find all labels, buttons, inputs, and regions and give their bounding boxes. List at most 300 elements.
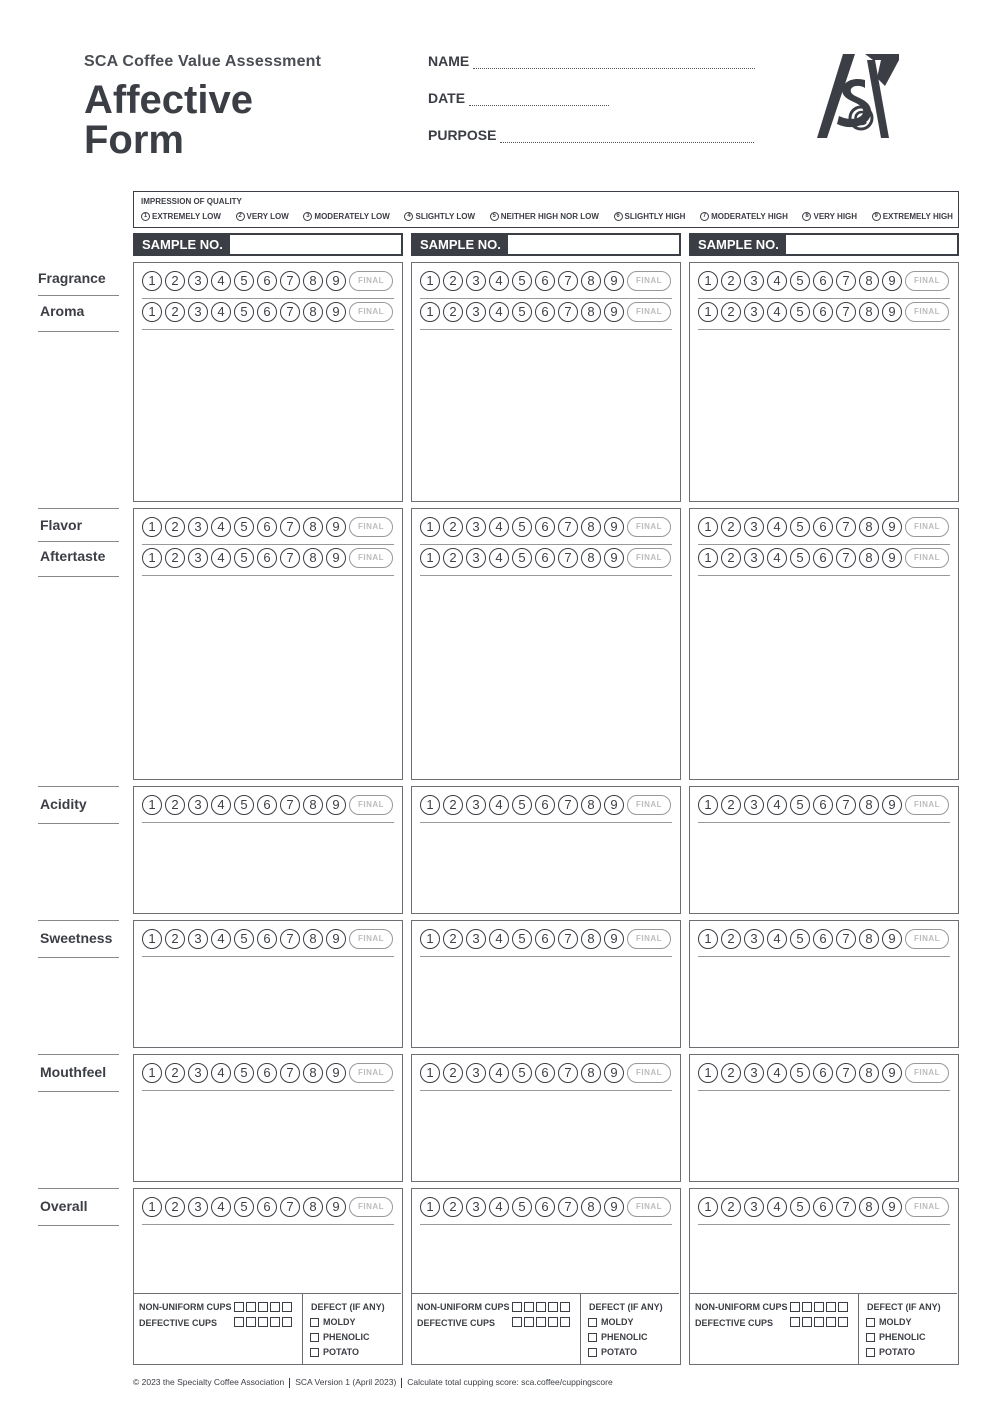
score-option-1[interactable]: 1 bbox=[142, 1063, 162, 1083]
final-score-pill[interactable]: FINAL bbox=[349, 795, 393, 815]
score-option-4[interactable]: 4 bbox=[489, 517, 509, 537]
defect-option-phenolic[interactable] bbox=[310, 1332, 370, 1342]
score-option-4[interactable]: 4 bbox=[489, 795, 509, 815]
score-option-2[interactable]: 2 bbox=[165, 795, 185, 815]
date-value[interactable] bbox=[469, 94, 609, 106]
score-option-6[interactable]: 6 bbox=[257, 795, 277, 815]
score-option-6[interactable]: 6 bbox=[535, 548, 555, 568]
score-option-3[interactable]: 3 bbox=[466, 1197, 486, 1217]
score-option-5[interactable]: 5 bbox=[790, 795, 810, 815]
score-option-4[interactable]: 4 bbox=[489, 548, 509, 568]
score-option-1[interactable]: 1 bbox=[142, 929, 162, 949]
name-field[interactable] bbox=[428, 53, 755, 69]
score-option-5[interactable]: 5 bbox=[512, 1063, 532, 1083]
score-option-8[interactable]: 8 bbox=[303, 1063, 323, 1083]
score-option-2[interactable]: 2 bbox=[721, 548, 741, 568]
notes-area[interactable] bbox=[142, 827, 394, 905]
defect-option-potato[interactable] bbox=[866, 1347, 915, 1357]
score-option-6[interactable]: 6 bbox=[813, 1063, 833, 1083]
notes-area[interactable] bbox=[698, 1229, 950, 1284]
score-option-2[interactable]: 2 bbox=[165, 517, 185, 537]
final-score-pill[interactable]: FINAL bbox=[627, 1197, 671, 1217]
score-option-5[interactable]: 5 bbox=[234, 795, 254, 815]
final-score-pill[interactable]: FINAL bbox=[905, 548, 949, 568]
final-score-pill[interactable]: FINAL bbox=[349, 302, 393, 322]
score-option-9[interactable]: 9 bbox=[326, 929, 346, 949]
final-score-pill[interactable]: FINAL bbox=[349, 1063, 393, 1083]
defect-option-potato[interactable] bbox=[310, 1347, 359, 1357]
score-option-1[interactable]: 1 bbox=[420, 1063, 440, 1083]
score-option-9[interactable]: 9 bbox=[882, 271, 902, 291]
score-option-5[interactable]: 5 bbox=[790, 929, 810, 949]
cup-checkbox[interactable] bbox=[826, 1317, 836, 1327]
score-option-4[interactable]: 4 bbox=[211, 548, 231, 568]
score-option-4[interactable]: 4 bbox=[767, 517, 787, 537]
score-option-3[interactable]: 3 bbox=[744, 929, 764, 949]
cup-checkbox[interactable] bbox=[524, 1317, 534, 1327]
score-option-7[interactable]: 7 bbox=[836, 929, 856, 949]
notes-area[interactable] bbox=[420, 334, 672, 493]
score-option-5[interactable]: 5 bbox=[234, 302, 254, 322]
score-option-1[interactable]: 1 bbox=[698, 1197, 718, 1217]
notes-area[interactable] bbox=[420, 827, 672, 905]
score-option-9[interactable]: 9 bbox=[326, 548, 346, 568]
score-option-8[interactable]: 8 bbox=[859, 548, 879, 568]
score-option-1[interactable]: 1 bbox=[420, 929, 440, 949]
notes-area[interactable] bbox=[420, 1095, 672, 1173]
score-option-6[interactable]: 6 bbox=[257, 1063, 277, 1083]
score-option-7[interactable]: 7 bbox=[836, 271, 856, 291]
score-option-6[interactable]: 6 bbox=[535, 517, 555, 537]
score-option-6[interactable]: 6 bbox=[257, 929, 277, 949]
notes-area[interactable] bbox=[698, 827, 950, 905]
score-option-8[interactable]: 8 bbox=[859, 1063, 879, 1083]
cup-checkbox[interactable] bbox=[826, 1302, 836, 1312]
score-option-5[interactable]: 5 bbox=[234, 271, 254, 291]
score-option-7[interactable]: 7 bbox=[836, 1063, 856, 1083]
score-option-2[interactable]: 2 bbox=[165, 548, 185, 568]
score-option-3[interactable]: 3 bbox=[188, 548, 208, 568]
score-option-7[interactable]: 7 bbox=[558, 795, 578, 815]
score-option-6[interactable]: 6 bbox=[257, 517, 277, 537]
defect-checkbox[interactable] bbox=[588, 1333, 597, 1342]
score-option-8[interactable]: 8 bbox=[859, 929, 879, 949]
score-option-8[interactable]: 8 bbox=[303, 271, 323, 291]
cup-checkbox[interactable] bbox=[524, 1302, 534, 1312]
score-option-3[interactable]: 3 bbox=[466, 271, 486, 291]
cup-checkbox[interactable] bbox=[560, 1302, 570, 1312]
score-option-7[interactable]: 7 bbox=[558, 548, 578, 568]
final-score-pill[interactable]: FINAL bbox=[905, 1063, 949, 1083]
score-option-9[interactable]: 9 bbox=[326, 1063, 346, 1083]
score-option-1[interactable]: 1 bbox=[698, 1063, 718, 1083]
score-option-1[interactable]: 1 bbox=[420, 302, 440, 322]
score-option-3[interactable]: 3 bbox=[466, 302, 486, 322]
score-option-7[interactable]: 7 bbox=[836, 302, 856, 322]
purpose-field[interactable] bbox=[428, 127, 754, 143]
score-option-8[interactable]: 8 bbox=[859, 302, 879, 322]
cup-checkbox[interactable] bbox=[548, 1317, 558, 1327]
score-option-2[interactable]: 2 bbox=[443, 517, 463, 537]
score-option-2[interactable]: 2 bbox=[165, 929, 185, 949]
score-option-8[interactable]: 8 bbox=[581, 271, 601, 291]
cup-checkbox[interactable] bbox=[536, 1317, 546, 1327]
score-option-4[interactable]: 4 bbox=[211, 271, 231, 291]
score-option-8[interactable]: 8 bbox=[303, 795, 323, 815]
score-option-1[interactable]: 1 bbox=[698, 929, 718, 949]
score-option-3[interactable]: 3 bbox=[188, 517, 208, 537]
defect-option-potato[interactable] bbox=[588, 1347, 637, 1357]
score-option-8[interactable]: 8 bbox=[859, 271, 879, 291]
notes-area[interactable] bbox=[142, 1095, 394, 1173]
cup-checkbox[interactable] bbox=[814, 1317, 824, 1327]
defect-option-moldy[interactable] bbox=[310, 1317, 356, 1327]
score-option-3[interactable]: 3 bbox=[466, 1063, 486, 1083]
final-score-pill[interactable]: FINAL bbox=[905, 1197, 949, 1217]
score-option-7[interactable]: 7 bbox=[558, 517, 578, 537]
score-option-2[interactable]: 2 bbox=[721, 517, 741, 537]
score-option-5[interactable]: 5 bbox=[790, 548, 810, 568]
notes-area[interactable] bbox=[420, 961, 672, 1039]
score-option-3[interactable]: 3 bbox=[744, 1197, 764, 1217]
score-option-4[interactable]: 4 bbox=[489, 1197, 509, 1217]
notes-area[interactable] bbox=[142, 1229, 394, 1284]
score-option-2[interactable]: 2 bbox=[443, 795, 463, 815]
score-option-9[interactable]: 9 bbox=[604, 517, 624, 537]
score-option-8[interactable]: 8 bbox=[859, 1197, 879, 1217]
score-option-6[interactable]: 6 bbox=[813, 1197, 833, 1217]
sample-header-2[interactable] bbox=[411, 233, 681, 256]
score-option-2[interactable]: 2 bbox=[165, 302, 185, 322]
cup-checkbox[interactable] bbox=[282, 1317, 292, 1327]
score-option-7[interactable]: 7 bbox=[836, 795, 856, 815]
cup-checkbox[interactable] bbox=[512, 1317, 522, 1327]
score-option-4[interactable]: 4 bbox=[489, 929, 509, 949]
cup-checkbox[interactable] bbox=[234, 1302, 244, 1312]
score-option-3[interactable]: 3 bbox=[188, 271, 208, 291]
score-option-4[interactable]: 4 bbox=[211, 302, 231, 322]
score-option-9[interactable]: 9 bbox=[326, 795, 346, 815]
score-option-7[interactable]: 7 bbox=[836, 1197, 856, 1217]
defect-checkbox[interactable] bbox=[310, 1348, 319, 1357]
final-score-pill[interactable]: FINAL bbox=[905, 929, 949, 949]
score-option-3[interactable]: 3 bbox=[744, 548, 764, 568]
defect-checkbox[interactable] bbox=[588, 1318, 597, 1327]
score-option-1[interactable]: 1 bbox=[420, 271, 440, 291]
score-option-5[interactable]: 5 bbox=[512, 795, 532, 815]
score-option-5[interactable]: 5 bbox=[512, 302, 532, 322]
score-option-8[interactable]: 8 bbox=[303, 929, 323, 949]
score-option-6[interactable]: 6 bbox=[535, 795, 555, 815]
notes-area[interactable] bbox=[420, 580, 672, 771]
score-option-7[interactable]: 7 bbox=[558, 302, 578, 322]
score-option-6[interactable]: 6 bbox=[535, 271, 555, 291]
notes-area[interactable] bbox=[142, 580, 394, 771]
score-option-1[interactable]: 1 bbox=[420, 517, 440, 537]
score-option-5[interactable]: 5 bbox=[234, 1197, 254, 1217]
defect-option-moldy[interactable] bbox=[588, 1317, 634, 1327]
cup-checkbox[interactable] bbox=[270, 1302, 280, 1312]
cup-checkbox[interactable] bbox=[536, 1302, 546, 1312]
score-option-8[interactable]: 8 bbox=[859, 517, 879, 537]
cup-checkbox[interactable] bbox=[246, 1317, 256, 1327]
final-score-pill[interactable]: FINAL bbox=[349, 929, 393, 949]
score-option-8[interactable]: 8 bbox=[859, 795, 879, 815]
score-option-6[interactable]: 6 bbox=[257, 302, 277, 322]
score-option-4[interactable]: 4 bbox=[489, 302, 509, 322]
final-score-pill[interactable]: FINAL bbox=[349, 1197, 393, 1217]
final-score-pill[interactable]: FINAL bbox=[349, 271, 393, 291]
score-option-8[interactable]: 8 bbox=[303, 302, 323, 322]
score-option-1[interactable]: 1 bbox=[142, 548, 162, 568]
cup-checkbox[interactable] bbox=[814, 1302, 824, 1312]
score-option-8[interactable]: 8 bbox=[581, 1063, 601, 1083]
score-option-9[interactable]: 9 bbox=[882, 929, 902, 949]
final-score-pill[interactable]: FINAL bbox=[905, 517, 949, 537]
score-option-4[interactable]: 4 bbox=[489, 1063, 509, 1083]
score-option-7[interactable]: 7 bbox=[558, 929, 578, 949]
score-option-4[interactable]: 4 bbox=[489, 271, 509, 291]
score-option-2[interactable]: 2 bbox=[165, 1063, 185, 1083]
date-field[interactable] bbox=[428, 90, 609, 106]
final-score-pill[interactable]: FINAL bbox=[627, 548, 671, 568]
cup-checkbox[interactable] bbox=[838, 1317, 848, 1327]
name-value[interactable] bbox=[473, 57, 755, 69]
score-option-9[interactable]: 9 bbox=[604, 271, 624, 291]
cup-checkbox[interactable] bbox=[258, 1302, 268, 1312]
score-option-9[interactable]: 9 bbox=[326, 517, 346, 537]
score-option-7[interactable]: 7 bbox=[836, 517, 856, 537]
score-option-3[interactable]: 3 bbox=[466, 548, 486, 568]
score-option-9[interactable]: 9 bbox=[604, 929, 624, 949]
cup-checkbox[interactable] bbox=[270, 1317, 280, 1327]
cup-checkbox[interactable] bbox=[282, 1302, 292, 1312]
score-option-6[interactable]: 6 bbox=[257, 548, 277, 568]
notes-area[interactable] bbox=[420, 1229, 672, 1284]
final-score-pill[interactable]: FINAL bbox=[627, 271, 671, 291]
final-score-pill[interactable]: FINAL bbox=[905, 302, 949, 322]
sample-header-3[interactable] bbox=[689, 233, 959, 256]
score-option-9[interactable]: 9 bbox=[882, 1197, 902, 1217]
score-option-2[interactable]: 2 bbox=[165, 271, 185, 291]
score-option-2[interactable]: 2 bbox=[443, 1063, 463, 1083]
score-option-5[interactable]: 5 bbox=[234, 517, 254, 537]
final-score-pill[interactable]: FINAL bbox=[349, 517, 393, 537]
score-option-1[interactable]: 1 bbox=[698, 548, 718, 568]
score-option-3[interactable]: 3 bbox=[188, 302, 208, 322]
score-option-4[interactable]: 4 bbox=[767, 548, 787, 568]
score-option-5[interactable]: 5 bbox=[790, 1063, 810, 1083]
score-option-7[interactable]: 7 bbox=[280, 1063, 300, 1083]
score-option-3[interactable]: 3 bbox=[188, 1063, 208, 1083]
score-option-5[interactable]: 5 bbox=[790, 517, 810, 537]
cup-checkbox[interactable] bbox=[838, 1302, 848, 1312]
score-option-1[interactable]: 1 bbox=[142, 1197, 162, 1217]
score-option-2[interactable]: 2 bbox=[443, 271, 463, 291]
score-option-3[interactable]: 3 bbox=[466, 517, 486, 537]
score-option-1[interactable]: 1 bbox=[698, 795, 718, 815]
notes-area[interactable] bbox=[698, 580, 950, 771]
score-option-4[interactable]: 4 bbox=[211, 929, 231, 949]
score-option-2[interactable]: 2 bbox=[721, 929, 741, 949]
final-score-pill[interactable]: FINAL bbox=[349, 548, 393, 568]
score-option-6[interactable]: 6 bbox=[535, 302, 555, 322]
score-option-4[interactable]: 4 bbox=[767, 271, 787, 291]
score-option-8[interactable]: 8 bbox=[581, 302, 601, 322]
score-option-5[interactable]: 5 bbox=[234, 929, 254, 949]
score-option-9[interactable]: 9 bbox=[882, 795, 902, 815]
score-option-8[interactable]: 8 bbox=[581, 517, 601, 537]
score-option-3[interactable]: 3 bbox=[744, 271, 764, 291]
score-option-5[interactable]: 5 bbox=[234, 548, 254, 568]
score-option-7[interactable]: 7 bbox=[558, 1197, 578, 1217]
score-option-9[interactable]: 9 bbox=[882, 548, 902, 568]
cup-checkbox[interactable] bbox=[560, 1317, 570, 1327]
score-option-7[interactable]: 7 bbox=[280, 795, 300, 815]
score-option-2[interactable]: 2 bbox=[443, 929, 463, 949]
score-option-8[interactable]: 8 bbox=[581, 795, 601, 815]
final-score-pill[interactable]: FINAL bbox=[905, 795, 949, 815]
score-option-6[interactable]: 6 bbox=[257, 1197, 277, 1217]
notes-area[interactable] bbox=[698, 1095, 950, 1173]
score-option-7[interactable]: 7 bbox=[280, 517, 300, 537]
final-score-pill[interactable]: FINAL bbox=[627, 302, 671, 322]
score-option-6[interactable]: 6 bbox=[535, 929, 555, 949]
final-score-pill[interactable]: FINAL bbox=[627, 517, 671, 537]
score-option-9[interactable]: 9 bbox=[882, 1063, 902, 1083]
score-option-1[interactable]: 1 bbox=[142, 795, 162, 815]
score-option-2[interactable]: 2 bbox=[165, 1197, 185, 1217]
notes-area[interactable] bbox=[142, 961, 394, 1039]
score-option-7[interactable]: 7 bbox=[558, 1063, 578, 1083]
score-option-6[interactable]: 6 bbox=[813, 271, 833, 291]
score-option-4[interactable]: 4 bbox=[767, 1063, 787, 1083]
score-option-5[interactable]: 5 bbox=[512, 548, 532, 568]
score-option-7[interactable]: 7 bbox=[836, 548, 856, 568]
score-option-3[interactable]: 3 bbox=[466, 929, 486, 949]
score-option-5[interactable]: 5 bbox=[790, 1197, 810, 1217]
score-option-3[interactable]: 3 bbox=[188, 1197, 208, 1217]
score-option-5[interactable]: 5 bbox=[512, 271, 532, 291]
score-option-4[interactable]: 4 bbox=[767, 795, 787, 815]
score-option-4[interactable]: 4 bbox=[211, 795, 231, 815]
score-option-1[interactable]: 1 bbox=[142, 517, 162, 537]
score-option-7[interactable]: 7 bbox=[558, 271, 578, 291]
cup-checkbox[interactable] bbox=[790, 1317, 800, 1327]
score-option-6[interactable]: 6 bbox=[257, 271, 277, 291]
cup-checkbox[interactable] bbox=[512, 1302, 522, 1312]
score-option-3[interactable]: 3 bbox=[744, 517, 764, 537]
final-score-pill[interactable]: FINAL bbox=[627, 795, 671, 815]
score-option-7[interactable]: 7 bbox=[280, 302, 300, 322]
score-option-3[interactable]: 3 bbox=[744, 795, 764, 815]
score-option-2[interactable]: 2 bbox=[721, 302, 741, 322]
score-option-9[interactable]: 9 bbox=[604, 1197, 624, 1217]
score-option-4[interactable]: 4 bbox=[211, 1197, 231, 1217]
defect-checkbox[interactable] bbox=[866, 1318, 875, 1327]
score-option-2[interactable]: 2 bbox=[721, 1063, 741, 1083]
score-option-6[interactable]: 6 bbox=[813, 302, 833, 322]
score-option-4[interactable]: 4 bbox=[767, 929, 787, 949]
defect-option-phenolic[interactable] bbox=[866, 1332, 926, 1342]
score-option-8[interactable]: 8 bbox=[303, 1197, 323, 1217]
score-option-9[interactable]: 9 bbox=[882, 302, 902, 322]
score-option-8[interactable]: 8 bbox=[303, 517, 323, 537]
score-option-6[interactable]: 6 bbox=[535, 1197, 555, 1217]
cup-checkbox[interactable] bbox=[802, 1302, 812, 1312]
score-option-1[interactable]: 1 bbox=[420, 1197, 440, 1217]
defect-checkbox[interactable] bbox=[866, 1333, 875, 1342]
defect-option-moldy[interactable] bbox=[866, 1317, 912, 1327]
score-option-1[interactable]: 1 bbox=[420, 548, 440, 568]
purpose-value[interactable] bbox=[500, 131, 754, 143]
score-option-6[interactable]: 6 bbox=[813, 929, 833, 949]
score-option-1[interactable]: 1 bbox=[698, 517, 718, 537]
cup-checkbox[interactable] bbox=[790, 1302, 800, 1312]
score-option-7[interactable]: 7 bbox=[280, 271, 300, 291]
score-option-3[interactable]: 3 bbox=[188, 929, 208, 949]
score-option-2[interactable]: 2 bbox=[721, 1197, 741, 1217]
notes-area[interactable] bbox=[698, 961, 950, 1039]
defect-checkbox[interactable] bbox=[866, 1348, 875, 1357]
defect-checkbox[interactable] bbox=[310, 1318, 319, 1327]
final-score-pill[interactable]: FINAL bbox=[627, 1063, 671, 1083]
notes-area[interactable] bbox=[698, 334, 950, 493]
score-option-2[interactable]: 2 bbox=[443, 548, 463, 568]
score-option-6[interactable]: 6 bbox=[535, 1063, 555, 1083]
score-option-3[interactable]: 3 bbox=[466, 795, 486, 815]
score-option-4[interactable]: 4 bbox=[767, 302, 787, 322]
score-option-7[interactable]: 7 bbox=[280, 929, 300, 949]
cup-checkbox[interactable] bbox=[802, 1317, 812, 1327]
cup-checkbox[interactable] bbox=[234, 1317, 244, 1327]
score-option-5[interactable]: 5 bbox=[790, 271, 810, 291]
defect-option-phenolic[interactable] bbox=[588, 1332, 648, 1342]
score-option-2[interactable]: 2 bbox=[443, 302, 463, 322]
score-option-4[interactable]: 4 bbox=[211, 1063, 231, 1083]
score-option-9[interactable]: 9 bbox=[604, 548, 624, 568]
final-score-pill[interactable]: FINAL bbox=[627, 929, 671, 949]
sample-header-1[interactable] bbox=[133, 233, 403, 256]
score-option-5[interactable]: 5 bbox=[790, 302, 810, 322]
score-option-7[interactable]: 7 bbox=[280, 548, 300, 568]
score-option-1[interactable]: 1 bbox=[698, 271, 718, 291]
score-option-7[interactable]: 7 bbox=[280, 1197, 300, 1217]
score-option-9[interactable]: 9 bbox=[604, 1063, 624, 1083]
cup-checkbox[interactable] bbox=[548, 1302, 558, 1312]
score-option-9[interactable]: 9 bbox=[604, 795, 624, 815]
score-option-1[interactable]: 1 bbox=[420, 795, 440, 815]
score-option-9[interactable]: 9 bbox=[604, 302, 624, 322]
cup-checkbox[interactable] bbox=[258, 1317, 268, 1327]
score-option-5[interactable]: 5 bbox=[512, 1197, 532, 1217]
score-option-8[interactable]: 8 bbox=[581, 1197, 601, 1217]
cup-checkbox[interactable] bbox=[246, 1302, 256, 1312]
score-option-3[interactable]: 3 bbox=[744, 302, 764, 322]
score-option-8[interactable]: 8 bbox=[303, 548, 323, 568]
score-option-9[interactable]: 9 bbox=[882, 517, 902, 537]
score-option-9[interactable]: 9 bbox=[326, 302, 346, 322]
score-option-2[interactable]: 2 bbox=[443, 1197, 463, 1217]
score-option-4[interactable]: 4 bbox=[211, 517, 231, 537]
score-option-8[interactable]: 8 bbox=[581, 929, 601, 949]
score-option-6[interactable]: 6 bbox=[813, 517, 833, 537]
score-option-3[interactable]: 3 bbox=[744, 1063, 764, 1083]
score-option-2[interactable]: 2 bbox=[721, 795, 741, 815]
score-option-8[interactable]: 8 bbox=[581, 548, 601, 568]
defect-checkbox[interactable] bbox=[310, 1333, 319, 1342]
defect-checkbox[interactable] bbox=[588, 1348, 597, 1357]
